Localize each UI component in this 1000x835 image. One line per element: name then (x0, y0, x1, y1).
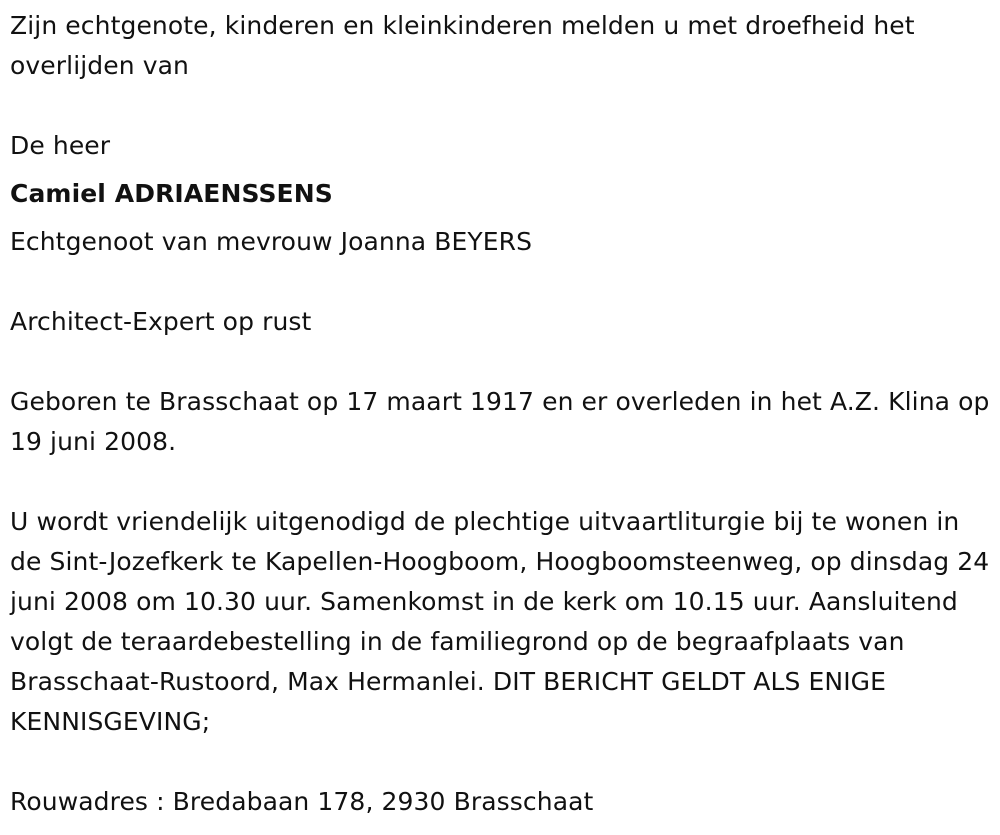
mourning-address: Rouwadres : Bredabaan 178, 2930 Brasschaat (10, 787, 594, 816)
spouse-line: Echtgenoot van mevrouw Joanna BEYERS (10, 227, 533, 256)
deceased-name: Camiel ADRIAENSSENS (10, 179, 333, 208)
birth-death-info: Geboren te Brasschaat op 17 maart 1917 en er overleden in het A.Z. Klina op 19 juni 2008. (10, 387, 990, 456)
death-notice (10, 6, 995, 822)
intro-text: Zijn echtgenote, kinderen en kleinkinderen melden u met droefheid het overlijden van (10, 11, 915, 80)
profession: Architect-Expert op rust (10, 307, 312, 336)
funeral-info: U wordt vriendelijk uitgenodigd de plechtige uitvaartliturgie bij te wonen in de Sint-Jozefkerk te Kapellen-Hoogboom, Hoogboomsteenweg, op dinsdag 24 juni 2008 om 10.30 uur. Samenkomst in de kerk om 10.15 uur. Aansluitend volgt de teraardebestelling in de familiegrond op de begraafplaats van Brasschaat-Rustoord, Max Hermanlei. DIT BERICHT GELDT ALS ENIGE KENNISGEVING; (10, 507, 990, 736)
salutation: De heer (10, 131, 111, 160)
